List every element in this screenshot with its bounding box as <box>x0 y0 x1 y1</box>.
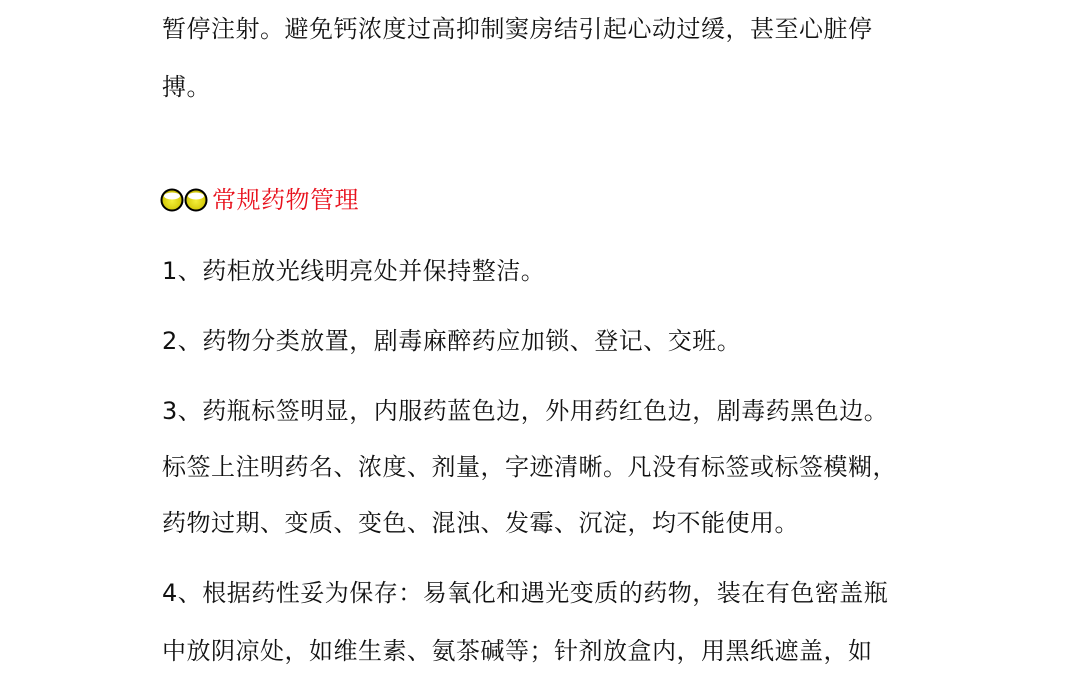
section-heading <box>160 184 359 216</box>
list-item-line: 2、药物分类放置，剧毒麻醉药应加锁、登记、交班。 <box>162 327 742 355</box>
list-item-line: 药物过期、变质、变色、混浊、发霉、沉淀，均不能使用。 <box>162 509 799 537</box>
list-item-line: 4、根据药性妥为保存：易氧化和遇光变质的药物，装在有色密盖瓶 <box>162 579 889 607</box>
list-item-line: 标签上注明药名、浓度、剂量，字迹清晰。凡没有标签或标签模糊， <box>162 453 897 481</box>
paragraph-line: 暂停注射。避免钙浓度过高抑制窦房结引起心动过缓，甚至心脏停 <box>162 15 873 43</box>
list-item-line: 3、药瓶标签明显，内服药蓝色边，外用药红色边，剧毒药黑色边。 <box>162 397 889 425</box>
list-item-line: 中放阴凉处，如维生素、氨茶碱等；针剂放盒内，用黑纸遮盖，如 <box>162 637 873 665</box>
double-yellow-circle-icon <box>160 188 210 212</box>
paragraph-line: 搏。 <box>162 73 211 101</box>
list-item-line: 1、药柜放光线明亮处并保持整洁。 <box>162 257 546 285</box>
section-title: 常规药物管理 <box>212 186 359 214</box>
